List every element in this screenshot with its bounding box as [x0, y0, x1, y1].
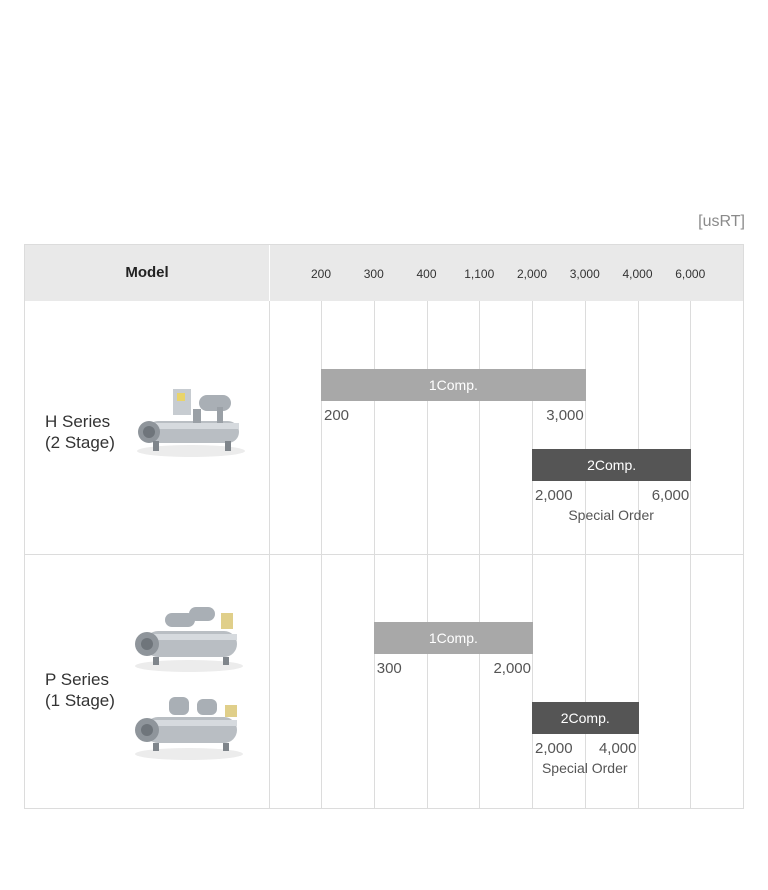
range-min-label: 2,000: [535, 487, 573, 504]
range-bar: 1Comp.: [374, 622, 533, 654]
model-name: P Series: [45, 670, 109, 689]
x-tick-label: 6,000: [675, 267, 706, 281]
range-chart-table: [24, 244, 744, 809]
x-tick-label: 3,000: [569, 267, 600, 281]
range-bar: 2Comp.: [532, 702, 639, 734]
x-tick-label: 300: [363, 267, 384, 281]
range-min-label: 2,000: [535, 740, 573, 757]
chiller-icon: [131, 603, 247, 673]
model-stage: (2 Stage): [45, 433, 115, 452]
row-separator: [25, 554, 743, 555]
x-tick-label: 2,000: [516, 267, 548, 281]
x-tick-label: 200: [310, 267, 332, 281]
model-column-divider: [269, 301, 270, 809]
header-divider: [269, 245, 270, 301]
model-label-h-series: [45, 411, 115, 453]
x-tick-label: 4,000: [622, 267, 653, 281]
grid-line: [690, 301, 691, 809]
range-max-label: 6,000: [651, 487, 690, 504]
special-order-note: Special Order: [568, 507, 654, 523]
range-bar: 1Comp.: [321, 369, 586, 401]
special-order-note: Special Order: [541, 760, 628, 776]
range-min-label: 300: [376, 660, 402, 677]
range-max-label: 2,000: [493, 660, 531, 677]
range-max-label: 3,000: [546, 407, 584, 424]
range-max-label: 4,000: [598, 740, 637, 757]
x-tick-label: 400: [416, 267, 437, 281]
model-stage: (1 Stage): [45, 691, 115, 710]
range-bar: 2Comp.: [532, 449, 691, 481]
table-header: [25, 245, 743, 301]
range-min-label: 200: [324, 407, 350, 424]
model-name: H Series: [45, 412, 111, 431]
chiller-icon: [133, 383, 249, 459]
unit-label: [usRT]: [698, 213, 745, 230]
model-label-p-series: [45, 669, 115, 711]
chiller-icon: [131, 691, 247, 761]
x-tick-label: 1,100: [464, 267, 495, 281]
header-model-label: Model: [125, 264, 169, 281]
